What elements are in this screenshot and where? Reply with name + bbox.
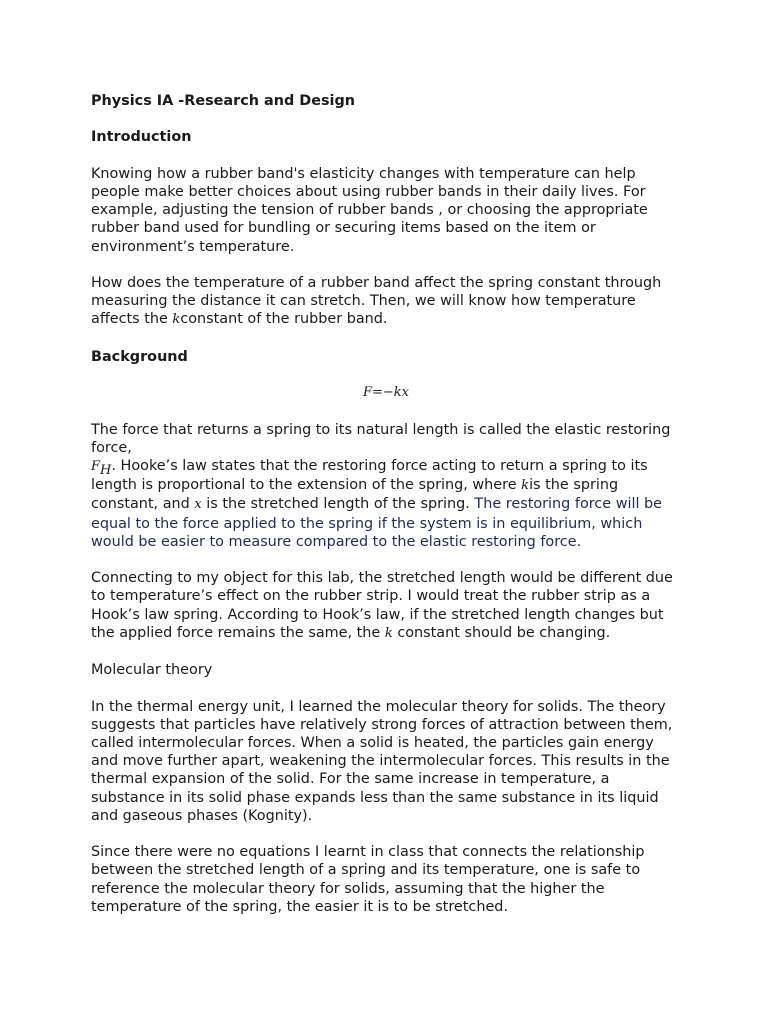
math-k: k (521, 478, 530, 494)
text-run: is the spring constant, and (91, 477, 619, 513)
text-run: is the stretched length of the spring. (201, 496, 475, 513)
background-paragraph-1 (91, 421, 681, 551)
text-run: The force that returns a spring to its natural length is called the elastic restoring force, (91, 421, 671, 456)
text-run: constant should be changing. (392, 624, 611, 641)
document-title: Physics IA -Research and Design (91, 93, 356, 109)
molecular-paragraph-2: Since there were no equations I learnt in class that connects the relationship between the stretched length of a spring and its temperature, one is safe to reference the molecular theory for solids, assuming that the higher the temperature of the spring, the easier it is to be stretched. (91, 844, 645, 915)
text-run: constant of the rubber band. (180, 311, 388, 328)
text-run: How does the temperature of a rubber band affect the spring constant through measuring the distance it can stretch. Then, we will know how temperature affects the (91, 274, 662, 328)
math-x: x (194, 497, 202, 513)
background-heading: Background (91, 348, 188, 365)
highlighted-text: The restoring force will be equal to the force applied to the spring if the system is in equilibrium, which would be easier to measure compared to the elastic restoring force. (91, 496, 663, 550)
molecular-theory-heading: Molecular theory (91, 662, 213, 679)
math-k: k (172, 312, 181, 328)
text-run: Connecting to my object for this lab, the stretched length would be different due to temperature’s effect on the rubber strip. I would treat the rubber strip as a Hook’s law spring. According to Hook’s law, if the stretched length changes but the applied force remains the same, the (91, 570, 673, 641)
math-F: F (91, 458, 101, 474)
background-paragraph-2 (91, 569, 681, 643)
text-run: . Hooke’s law states that the restoring force acting to return a spring to its length is proportional to the extension of the spring, where (91, 457, 648, 494)
introduction-heading: Introduction (91, 129, 192, 146)
molecular-paragraph-1: In the thermal energy unit, I learned the molecular theory for solids. The theory suggests that particles have relatively strong forces of attraction between them, called intermolecular forces. When a solid is heated, the particles gain energy and move further apart, weakening the intermolecular forces. This results in the thermal expansion of the solid. For the same increase in temperature, a substance in its solid phase expands less than the same substance in its liquid and gaseous phases (Kognity). (91, 698, 673, 824)
math-k: k (384, 625, 393, 641)
introduction-paragraph-2 (91, 274, 681, 330)
hookes-law-equation: F=−kx (362, 385, 409, 401)
document-body (91, 92, 681, 916)
introduction-paragraph-1: Knowing how a rubber band's elasticity changes with temperature can help people make better choices about using rubber bands in their daily lives. For example, adjusting the tension of rubber bands , or choosing the appropriate rubber band used for bundling or securing items based on the item or environment’s temperature. (91, 165, 648, 255)
math-H-subscript: H (100, 462, 112, 478)
